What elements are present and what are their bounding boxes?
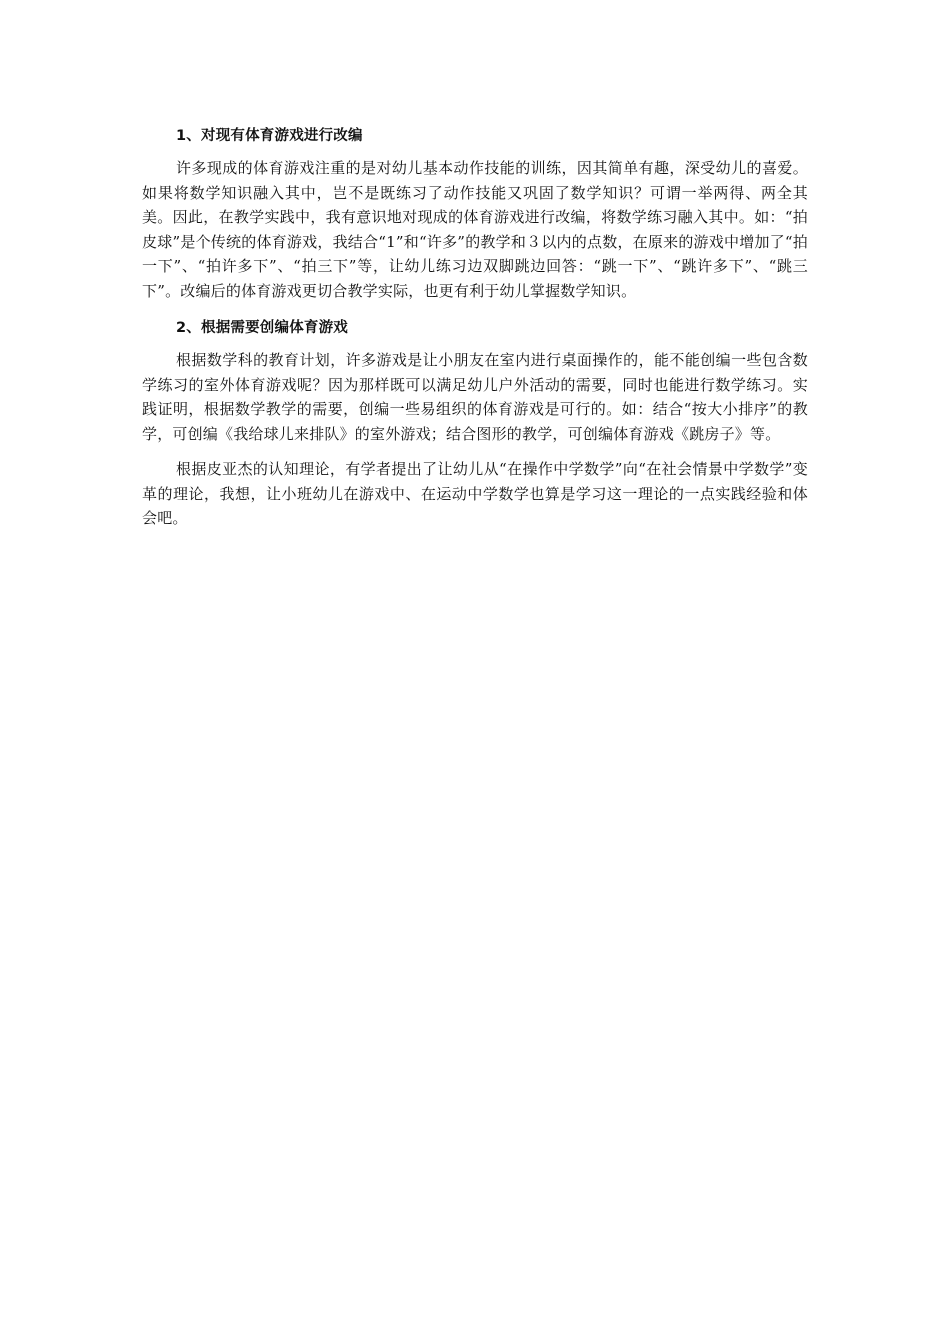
section-paragraph-1: 许多现成的体育游戏注重的是对幼儿基本动作技能的训练，因其简单有趣，深受幼儿的喜爱。如果将数学知识融入其中，岂不是既练习了动作技能又巩固了数学知识？可谓一举两得、两全其美。因此，在教学实践中，我有意识地对现成的体育游戏进行改编，将数学练习融入其中。如：“拍皮球”是个传统的体育游戏，我结合“1”和“许多”的教学和３以内的点数，在原来的游戏中增加了“拍一下”、“拍许多下”、“拍三下”等，让幼儿练习边双脚跳边回答：“跳一下”、“跳许多下”、“跳三下”。改编后的体育游戏更切合教学实际，也更有利于幼儿掌握数学知识。 [142,159,808,300]
conclusion-paragraph: 根据皮亚杰的认知理论，有学者提出了让幼儿从“在操作中学数学”向“在社会情景中学数学”变革的理论，我想，让小班幼儿在游戏中、在运动中学数学也算是学习这一理论的一点实践经验和体会吧。 [142,460,808,527]
section-heading-1: 1、对现有体育游戏进行改编 [176,128,363,144]
section-heading-2: 2、根据需要创编体育游戏 [176,320,348,336]
document-body [142,124,808,541]
section-paragraph-2: 根据数学科的教育计划，许多游戏是让小朋友在室内进行桌面操作的，能不能创编一些包含数学练习的室外体育游戏呢？因为那样既可以满足幼儿户外活动的需要，同时也能进行数学练习。实践证明，根据数学教学的需要，创编一些易组织的体育游戏是可行的。如：结合“按大小排序”的教学，可创编《我给球儿来排队》的室外游戏；结合图形的教学，可创编体育游戏《跳房子》等。 [142,351,808,443]
